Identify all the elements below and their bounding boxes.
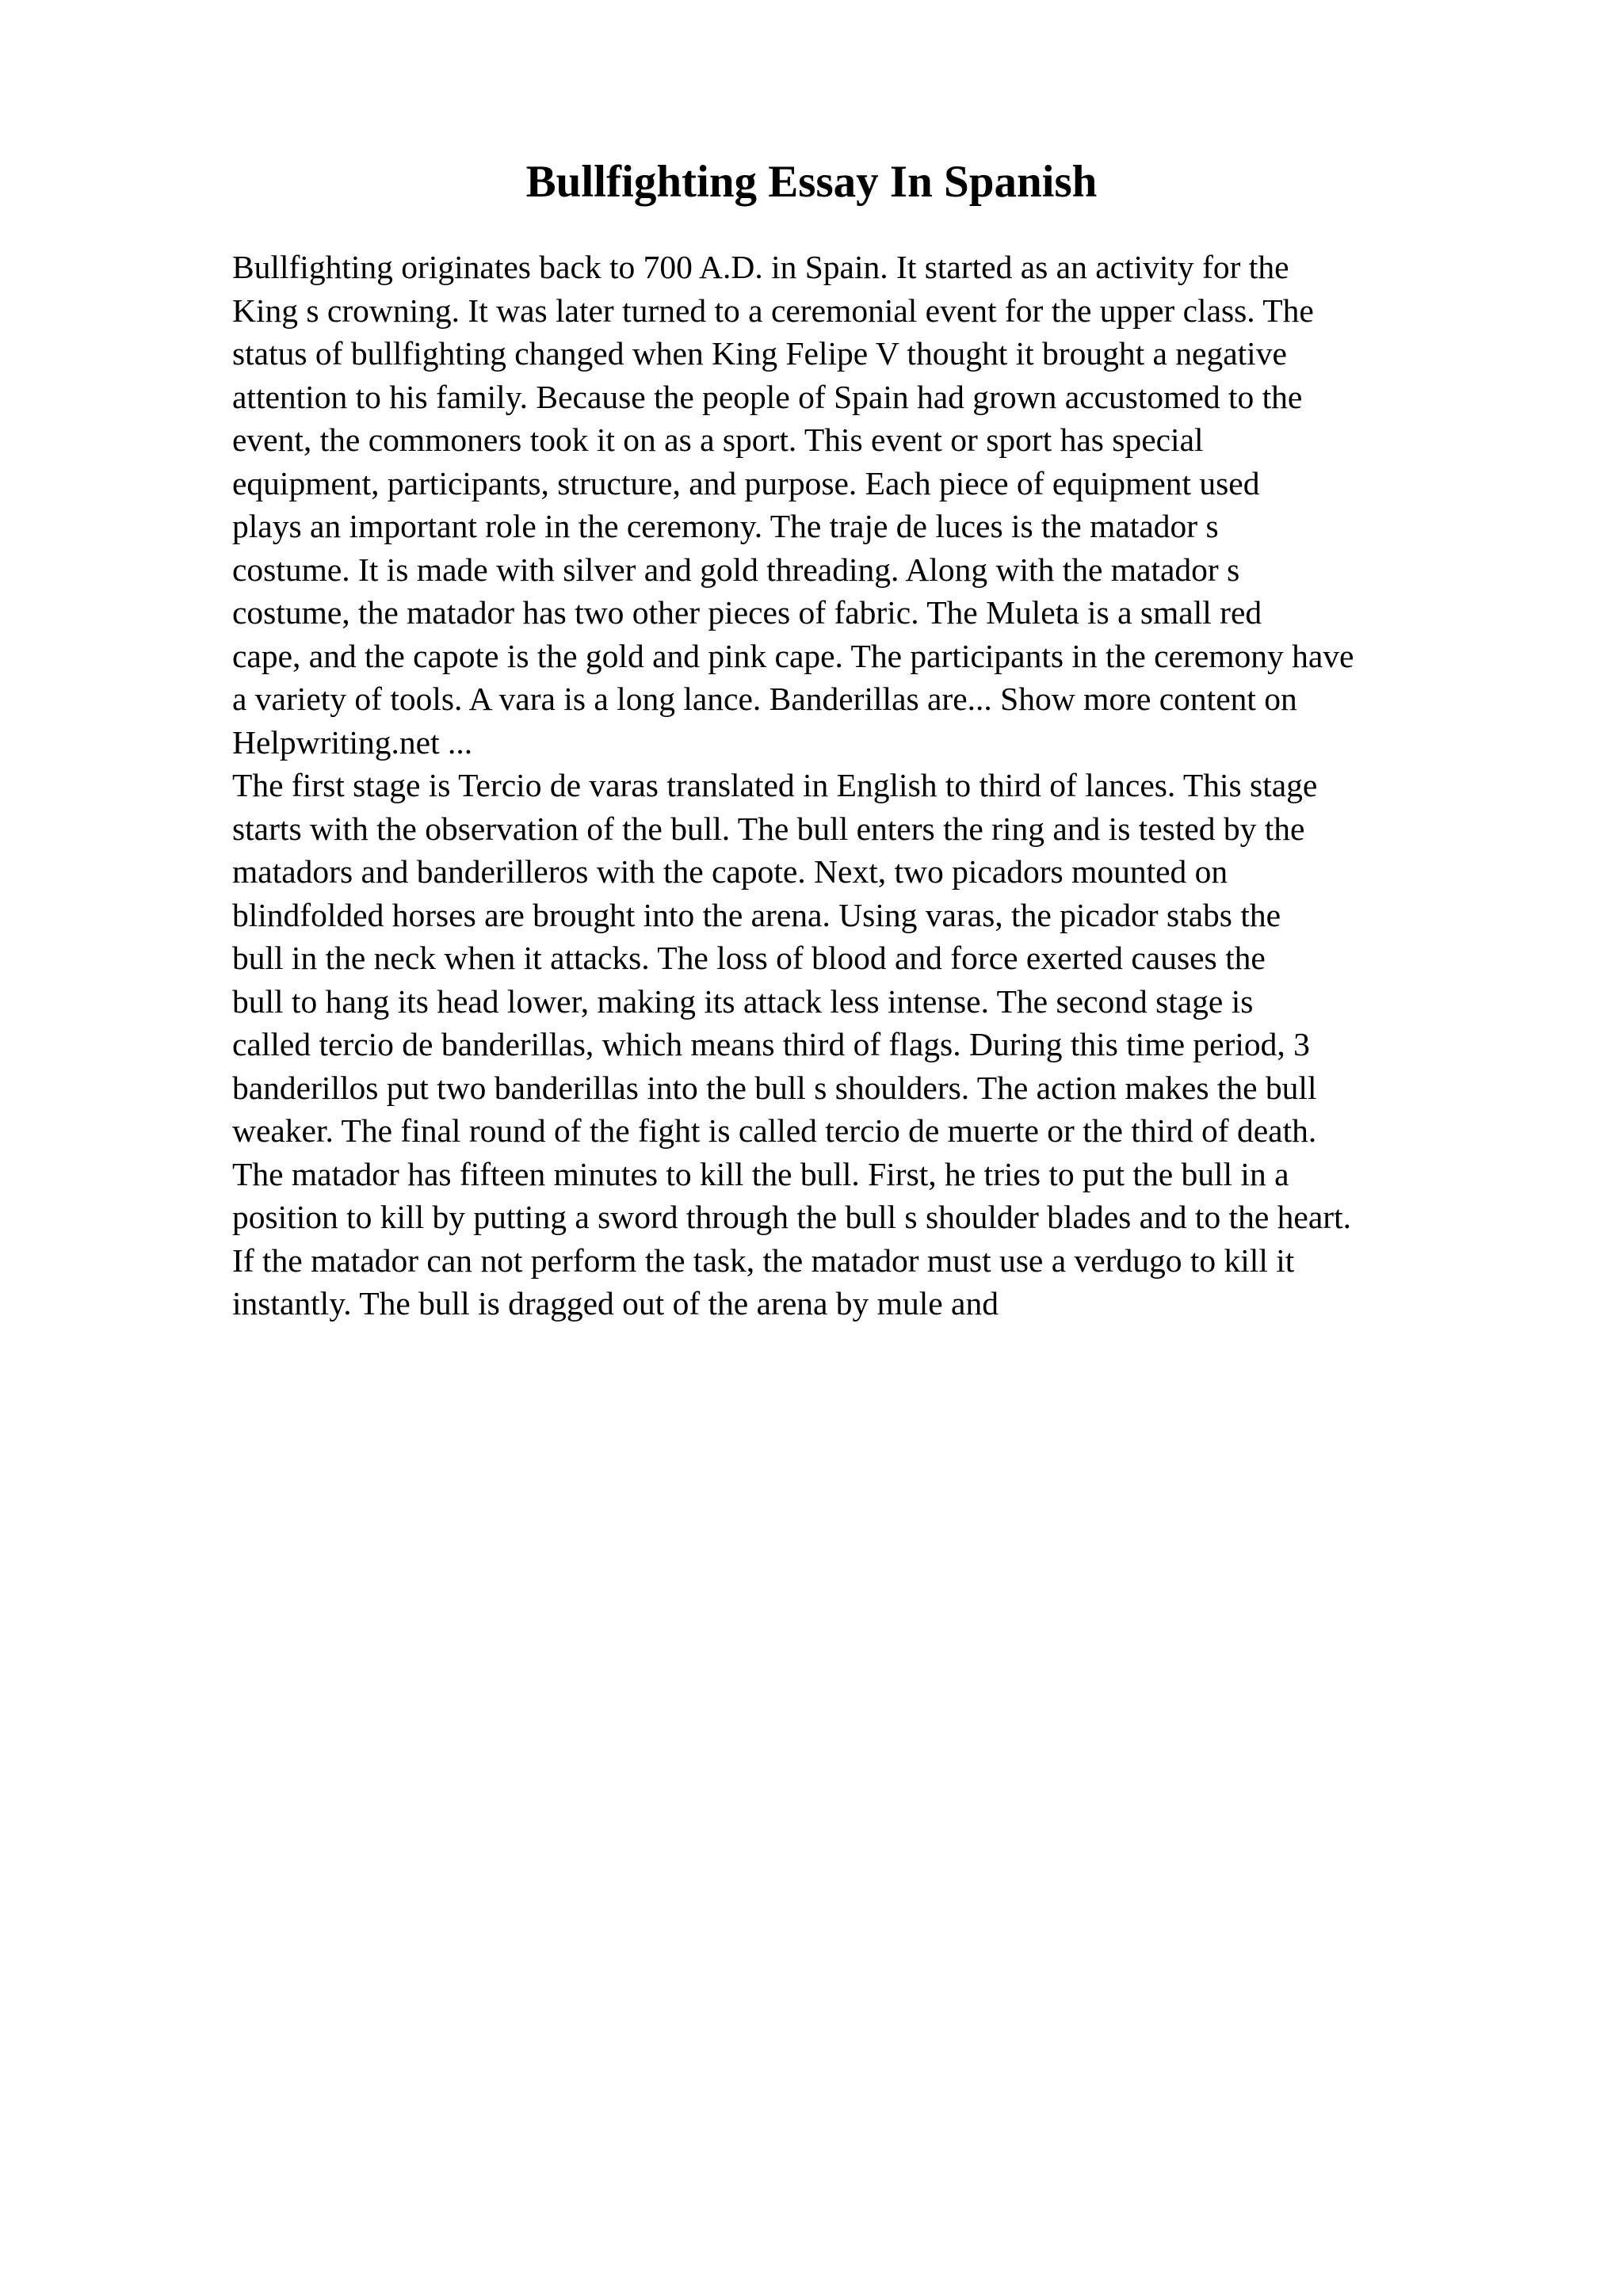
text-line: blindfolded horses are brought into the arena. Using varas, the picador stabs the xyxy=(232,896,1281,933)
text-line: The first stage is Tercio de varas translated in English to third of lances. This stage xyxy=(232,767,1318,803)
text-line: The matador has fifteen minutes to kill the bull. First, he tries to put the bull in a xyxy=(232,1155,1289,1192)
text-line: starts with the observation of the bull. The bull enters the ring and is tested by the xyxy=(232,810,1305,847)
text-line: instantly. The bull is dragged out of the arena by mule and xyxy=(232,1285,999,1322)
text-line: bull in the neck when it attacks. The loss of blood and force exerted causes the xyxy=(232,940,1266,976)
text-line: Helpwriting.net ... xyxy=(232,723,473,761)
text-line: Bullfighting originates back to 700 A.D. in Spain. It started as an activity for the xyxy=(232,249,1289,285)
text-line: costume. It is made with silver and gold threading. Along with the matador s xyxy=(232,551,1240,588)
text-line: called tercio de banderillas, which means third of flags. During this time period, 3 xyxy=(232,1026,1310,1062)
text-line: event, the commoners took it on as a sport. This event or sport has special xyxy=(232,421,1204,458)
text-line: position to kill by putting a sword through the bull s shoulder blades and to the heart. xyxy=(232,1199,1351,1235)
text-line: matadors and banderilleros with the capote. Next, two picadors mounted on xyxy=(232,853,1228,890)
text-line: equipment, participants, structure, and purpose. Each piece of equipment used xyxy=(232,464,1260,502)
document-body xyxy=(232,246,1492,1325)
paragraph-1 xyxy=(232,246,1492,764)
text-line: plays an important role in the ceremony. The traje de luces is the matador s xyxy=(232,508,1219,544)
text-line: costume, the matador has two other pieces of fabric. The Muleta is a small red xyxy=(232,594,1262,631)
text-line: a variety of tools. A vara is a long lance. Banderillas are... Show more content on xyxy=(232,681,1297,717)
document-title: Bullfighting Essay In Spanish xyxy=(525,157,1098,207)
text-line: If the matador can not perform the task, the matador must use a verdugo to kill it xyxy=(232,1241,1295,1279)
text-line: weaker. The final round of the fight is called tercio de muerte or the third of death. xyxy=(232,1112,1317,1149)
paragraph-2 xyxy=(232,764,1492,1325)
text-line: cape, and the capote is the gold and pink cape. The participants in the ceremony have xyxy=(232,637,1354,674)
text-line: attention to his family. Because the people of Spain had grown accustomed to the xyxy=(232,378,1303,415)
text-line: bull to hang its head lower, making its attack less intense. The second stage is xyxy=(232,982,1254,1020)
text-line: status of bullfighting changed when King Felipe V thought it brought a negative xyxy=(232,335,1287,372)
text-line: banderillos put two banderillas into the bull s shoulders. The action makes the bull xyxy=(232,1069,1317,1106)
text-line: King s crowning. It was later turned to a ceremonial event for the upper class. The xyxy=(232,292,1314,329)
